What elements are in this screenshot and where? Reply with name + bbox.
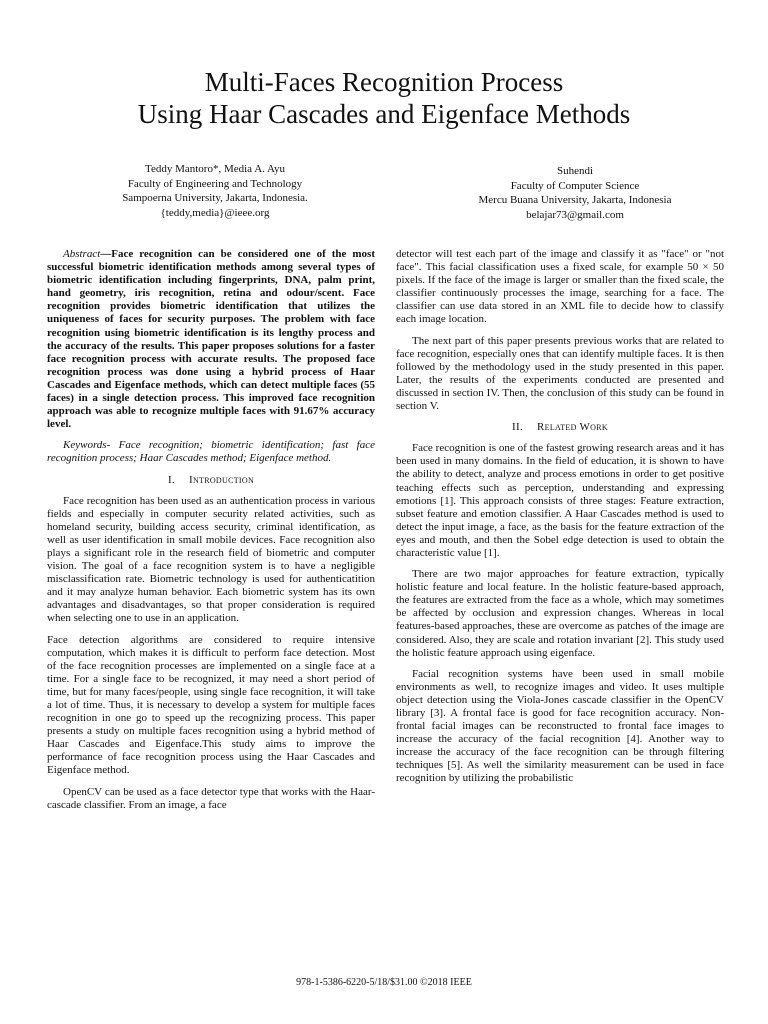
paragraph: OpenCV can be used as a face detector type that works with the Haar-cascade classifier. From an image, a face <box>47 785 375 811</box>
section-title: Introduction <box>188 473 255 486</box>
author-names: Suhendi <box>556 165 594 177</box>
title-line-1: Multi-Faces Recognition Process <box>204 67 564 97</box>
copyright-footer: 978-1-5386-6220-5/18/$31.00 ©2018 IEEE <box>296 977 472 988</box>
section-heading-related-work <box>396 421 724 434</box>
author-email: {teddy,media}@ieee.org <box>160 206 270 219</box>
section-number: I. <box>167 473 175 486</box>
paragraph: detector will test each part of the image and classify it as "face" or "not face". This facial classification uses a fixed scale, for example 50 × 50 pixels. If the face of the image is larger or smaller than the fixed scale, the classifier continuously processes the image, searching for a face. The classifier can use data stored in an XML file to decide how to classify each image location. <box>396 248 724 326</box>
keywords: Keywords- Face recognition; biometric identification; fast face recognition process; Haar Cascades method; Eigenface method. <box>47 439 375 465</box>
abstract-text: —Face recognition can be considered one of the most successful biometric identification methods among several types of biometric identification including fingerprints, DNA, palm print, hand geometry, iris recognition, retina and odour/scent. Face recognition provides biometric identification that utilizes the uniqueness of faces for security purposes. The problem with face recognition using biometric identification is its lengthy process and the accuracy of the results. This paper proposes solutions for a faster face recognition process with accurate results. The proposed face recognition process was done using a hybrid process of Haar Cascades and Eigenface methods, which can detect multiple faces (55 faces) in a single detection process. This improved face recognition approach was able to recognize multiple faces with 91.67% accuracy level. <box>47 248 375 431</box>
paragraph: Facial recognition systems have been used in small mobile environments as well, to recognize images and video. It uses multiple object detection using the Viola-Jones cascade classifier in the OpenCV library [3]. A frontal face is good for face recognition accuracy. Non-frontal facial images can be reconstructed to frontal face images to increase the accuracy of the facial recognition [4]. Another way to increase the accuracy of the face recognition can be through filtering techniques [5]. As well the similarity measurement can be used in face recognition by utilizing the probabilistic <box>396 667 724 785</box>
abstract-label: Abstract <box>63 248 101 260</box>
left-column <box>47 248 375 820</box>
title-line-2: Using Haar Cascades and Eigenface Methods <box>137 99 631 129</box>
paragraph: Face recognition has been used as an authentication process in various fields and especially in computer security related activities, such as homeland security, building access security, criminal identification, as well as user identification in small mobile devices. Face recognition also plays a significant role in the research field of biometric and computer vision. The goal of a face recognition system is to have a negligible misclassification rate. Biometric technology is used for authenticatition and it may analyze human behavior. Each biometric system has its own advantages and disadvantages, so that proper consideration is required when selecting one to use in an application. <box>47 494 375 625</box>
author-names: Teddy Mantoro*, Media A. Ayu <box>145 163 285 175</box>
section-number: II. <box>512 421 523 434</box>
author-institution: Mercu Buana University, Jakarta, Indonesia <box>478 194 672 206</box>
paragraph: Face detection algorithms are considered to require intensive computation, which makes it is difficult to perform face detection. Most of the face recognition processes are implemented on a single face at a time. For a single face to be recognized, it may need a short period of time, but for many faces/people, using single face recognition, it will take a lot of time. Thus, it is necessary to develop a system for multiple faces recognition in one go to speed up the recognizing process. This paper presents a study on multiple faces recognition using a hybrid method of Haar Cascades and Eigenface.This study aims to improve the performance of face recognition process using the Haar Cascades and Eigenface method. <box>47 633 375 777</box>
paper-title <box>0 66 768 130</box>
paragraph: The next part of this paper presents previous works that are related to face recognition, especially ones that can identify multiple faces. It is then followed by the methodology used in the study presented in this paper. Later, the results of the experiments conducted are presented and discussed in section IV. Then, the conclusion of this study can be found in section V. <box>396 334 724 413</box>
paragraph: Face recognition is one of the fastest growing research areas and it has been used in many domains. In the field of education, it is shown to have the ability to detect, analyze and process emotions in order to get positive teaching effects such as perception, understanding and expressing emotions [1]. This approach consists of three stages: Feature extraction, subset feature and emotion classifier. A Haar Cascades method is used to detect the input image, a face, as the basis for the feature extraction of the eyes and mouth, and then the Sobel edge detection is used to obtain the characteristic value [1]. <box>396 442 724 559</box>
abstract <box>47 248 375 431</box>
section-heading-introduction <box>47 474 375 487</box>
author-affiliation: Faculty of Computer Science <box>510 179 640 192</box>
author-block-2 <box>415 164 735 222</box>
author-block-1 <box>70 162 360 220</box>
paragraph: There are two major approaches for feature extraction, typically holistic feature and local feature. In the holistic feature-based approach, the features are extracted from the face as a whole, which may sometimes be affected by occlusion and expression changes. Whereas in local features-based approaches, these are overcome as patches of the image are considered. Also, they are scale and rotation invariant [2]. This study used the holistic feature approach using eigenface. <box>396 568 724 659</box>
right-column <box>396 248 724 794</box>
section-title: Related Work <box>537 421 608 434</box>
author-institution: Sampoerna University, Jakarta, Indonesia. <box>122 192 308 204</box>
author-email: belajar73@gmail.com <box>526 208 624 221</box>
author-affiliation: Faculty of Engineering and Technology <box>127 177 303 190</box>
